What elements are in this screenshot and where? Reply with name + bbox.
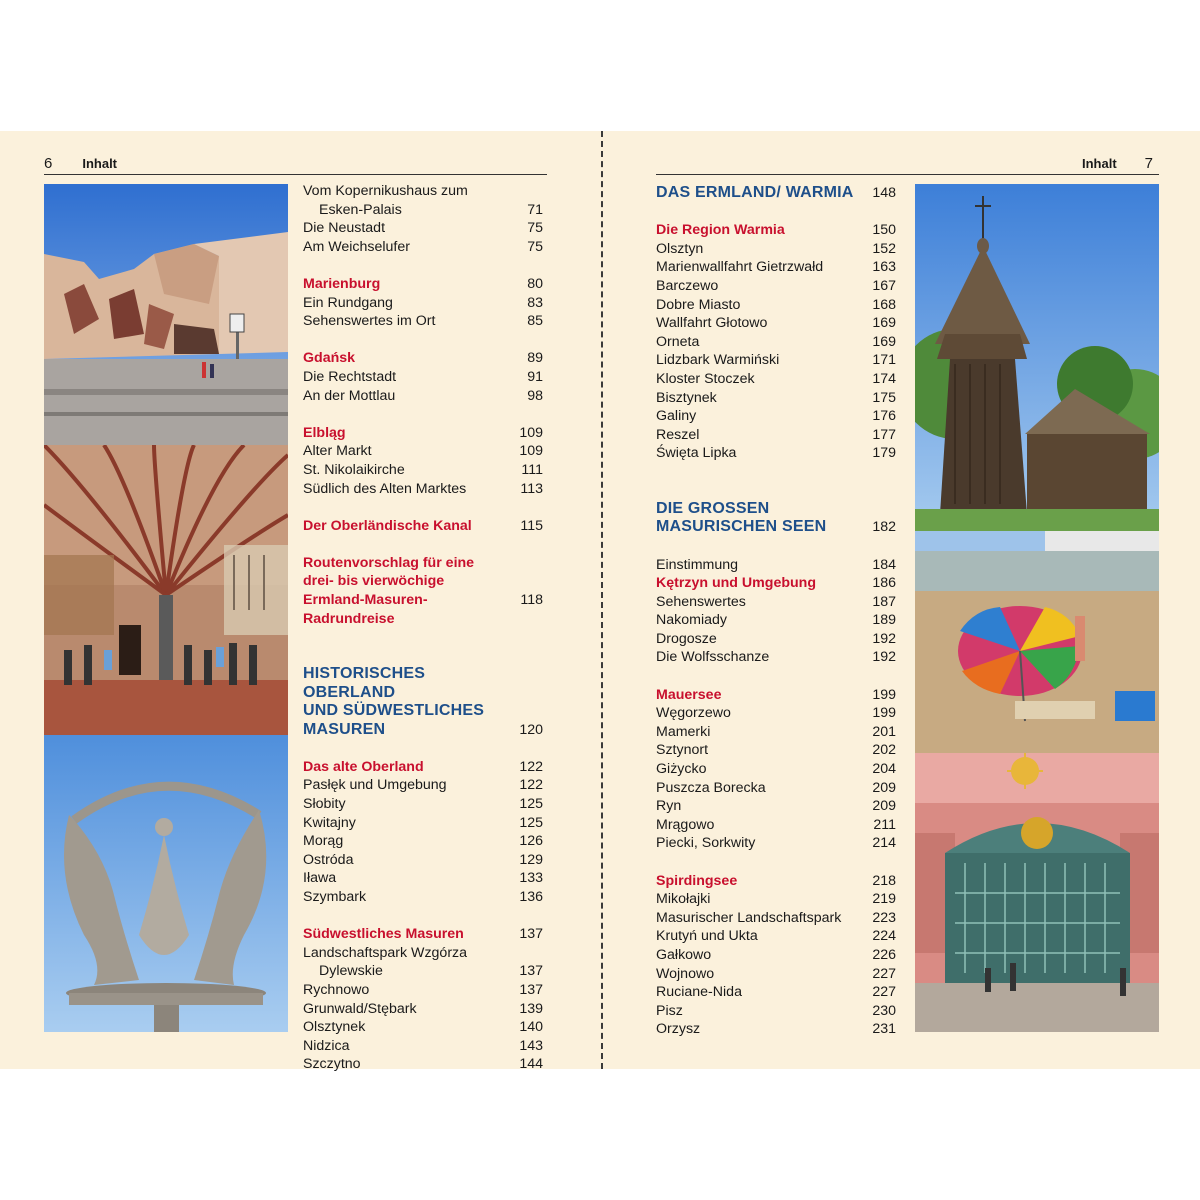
toc-entry[interactable] [656, 946, 896, 965]
toc-page-number: 109 [519, 424, 543, 441]
toc-entry-title: Nakomiady [656, 612, 727, 629]
toc-page-number: 167 [872, 277, 896, 294]
toc-spacer [303, 628, 543, 665]
toc-entry[interactable] [303, 832, 543, 851]
toc-spacer [656, 463, 896, 500]
toc-entry[interactable] [656, 890, 896, 909]
left-header-rule [44, 174, 547, 175]
toc-entry-title: Dobre Miasto [656, 296, 741, 313]
toc-page-number: 118 [520, 592, 543, 609]
toc-page-number: 230 [872, 1002, 896, 1019]
toc-page-number: 122 [519, 777, 543, 794]
toc-page-number: 137 [519, 926, 543, 943]
toc-chapter-entry[interactable] [303, 424, 543, 443]
toc-entry-title: Wallfahrt Głotowo [656, 315, 768, 332]
toc-chapter-entry[interactable] [656, 686, 896, 705]
toc-page-number: 143 [519, 1037, 543, 1054]
toc-entry-title: Die Neustadt [303, 220, 386, 237]
toc-entry-title: Nidzica [303, 1037, 350, 1054]
toc-entry[interactable] [303, 442, 543, 461]
toc-entry-title: Am Weichselufer [303, 238, 410, 255]
photo-lake-beach-umbrella [915, 531, 1159, 753]
toc-entry-title: Olsztynek [303, 1019, 366, 1036]
toc-page-number: 231 [872, 1021, 896, 1038]
toc-entry-title: Szczytno [303, 1056, 361, 1073]
toc-entry[interactable] [656, 741, 896, 760]
toc-entry[interactable] [656, 909, 896, 928]
toc-entry[interactable] [656, 630, 896, 649]
section-title-line: DIE GROSSEN [656, 499, 770, 517]
toc-page-number: 144 [519, 1056, 543, 1073]
toc-chapter-entry[interactable] [303, 591, 543, 628]
toc-entry-title: Sehenswertes [656, 593, 746, 610]
toc-page-number: 179 [872, 445, 896, 462]
toc-entry-title: Südwestliches Masuren [303, 926, 464, 943]
toc-entry[interactable] [303, 795, 543, 814]
toc-entry-title: Spirdingsee [656, 872, 738, 889]
toc-chapter-entry[interactable] [656, 221, 896, 240]
toc-page-number: 168 [872, 296, 896, 313]
toc-entry[interactable] [656, 296, 896, 315]
toc-entry-title: Lidzbark Warmiński [656, 352, 780, 369]
toc-entry[interactable] [303, 1037, 543, 1056]
toc-entry-title: Masurischer Landschaftspark [656, 909, 842, 926]
toc-spacer [656, 667, 896, 686]
right-header-label: Inhalt [1082, 156, 1117, 171]
toc-entry-title: Puszcza Borecka [656, 779, 766, 796]
toc-page-number: 184 [872, 556, 896, 573]
toc-entry-title: Gdańsk [303, 350, 356, 367]
toc-page-number: 139 [519, 1000, 543, 1017]
left-header-label: Inhalt [82, 156, 118, 171]
toc-spacer [303, 405, 543, 424]
toc-entry[interactable] [303, 962, 543, 981]
section-title-line: HISTORISCHES OBERLAND [303, 665, 426, 701]
toc-entry-title: Esken-Palais [319, 201, 402, 218]
toc-page-number: 75 [527, 238, 543, 255]
toc-entry-title: Barczewo [656, 277, 719, 294]
toc-page-number: 204 [872, 761, 896, 778]
toc-page-number: 163 [872, 259, 896, 276]
toc-page-number: 169 [872, 315, 896, 332]
toc-entry-title: Routenvorschlag für eine [303, 554, 475, 571]
toc-page-number: 126 [519, 833, 543, 850]
toc-page-number: 89 [527, 350, 543, 367]
toc-entry[interactable] [303, 814, 543, 833]
toc-page-number: 202 [872, 742, 896, 759]
toc-entry-title: Węgorzewo [656, 705, 731, 722]
toc-entry-title: Bisztynek [656, 389, 717, 406]
toc-entry[interactable] [303, 219, 543, 238]
toc-entry-title: Das alte Oberland [303, 758, 424, 775]
toc-entry[interactable] [656, 370, 896, 389]
toc-chapter-entry[interactable] [656, 574, 896, 593]
toc-page-number: 120 [519, 721, 543, 738]
section-title-line: MASURISCHEN SEEN [656, 518, 827, 536]
toc-page-number: 71 [527, 201, 543, 218]
toc-entry-title: Einstimmung [656, 556, 739, 573]
toc-entry-title: Szymbark [303, 889, 367, 905]
toc-page-number: 122 [519, 758, 543, 775]
toc-entry-title: Olsztyn [656, 240, 704, 257]
toc-entry[interactable] [656, 556, 896, 575]
toc-entry[interactable] [303, 944, 543, 963]
toc-entry-title: Wojnowo [656, 965, 715, 982]
toc-entry-title: Sztynort [656, 742, 709, 759]
left-toc [303, 182, 543, 1074]
toc-entry[interactable] [303, 182, 543, 201]
right-page-number: 7 [1144, 155, 1154, 172]
toc-page-number: 113 [520, 480, 543, 497]
toc-entry-title: Pisz [656, 1002, 683, 1019]
toc-section-heading[interactable] [656, 184, 896, 203]
toc-entry-title: Orzysz [656, 1021, 701, 1038]
toc-entry-title: Mamerki [656, 723, 711, 740]
toc-entry-title: Kloster Stoczek [656, 370, 755, 387]
toc-page-number: 182 [872, 519, 896, 536]
toc-page-number: 115 [520, 517, 543, 534]
left-page-header [44, 155, 117, 172]
toc-entry[interactable] [303, 480, 543, 499]
toc-entry[interactable] [303, 1055, 543, 1074]
toc-entry-title: Elbląg [303, 424, 346, 441]
toc-entry-title: Alter Markt [303, 443, 372, 460]
toc-page-number: 152 [872, 240, 896, 257]
toc-entry-title: Grunwald/Stębark [303, 1000, 417, 1017]
photo-baroque-gate [915, 753, 1159, 1032]
toc-page-number: 227 [872, 984, 896, 1001]
toc-entry[interactable] [656, 593, 896, 612]
toc-chapter-entry[interactable] [656, 872, 896, 891]
toc-entry[interactable] [303, 461, 543, 480]
toc-page-number: 137 [519, 981, 543, 998]
toc-entry[interactable] [303, 312, 543, 331]
toc-entry[interactable] [656, 426, 896, 445]
toc-page-number: 174 [872, 370, 896, 387]
photo-gothic-vault-hall [44, 445, 288, 735]
section-title-line: MASUREN [303, 720, 386, 738]
toc-entry[interactable] [656, 611, 896, 630]
toc-chapter-entry[interactable] [303, 517, 543, 536]
toc-page-number: 218 [872, 872, 896, 889]
toc-entry[interactable] [303, 294, 543, 313]
toc-entry-title: Piecki, Sorkwity [656, 835, 756, 852]
toc-entry-title: Słobity [303, 796, 346, 813]
toc-page-number: 98 [527, 387, 543, 404]
toc-entry[interactable] [656, 834, 896, 853]
toc-entry-title: Pasłęk und Umgebung [303, 777, 447, 794]
toc-entry[interactable] [656, 704, 896, 723]
toc-entry[interactable] [303, 851, 543, 870]
toc-section-heading[interactable] [303, 665, 543, 739]
toc-entry-title: Mrągowo [656, 816, 715, 833]
toc-spacer [303, 907, 543, 926]
photo-modern-building [44, 184, 288, 445]
toc-entry-title: Die Rechtstadt [303, 368, 397, 385]
toc-entry[interactable] [656, 927, 896, 946]
toc-entry[interactable] [303, 869, 543, 888]
section-title-line: DAS ERMLAND/ WARMIA [656, 184, 854, 202]
photo-wooden-bell-tower [915, 184, 1159, 531]
toc-page-number: 224 [872, 928, 896, 945]
toc-entry-title: Kwitajny [303, 814, 356, 831]
toc-chapter-entry[interactable] [303, 572, 543, 591]
toc-page-number: 192 [872, 630, 896, 647]
toc-entry-title: drei- bis vierwöchige [303, 573, 445, 590]
toc-spacer [303, 498, 543, 517]
toc-page-number: 85 [527, 313, 543, 330]
toc-page-number: 111 [521, 461, 543, 478]
toc-page-number: 137 [519, 963, 543, 980]
toc-entry-title: Mikołajki [656, 891, 711, 908]
toc-entry[interactable] [656, 723, 896, 742]
toc-page-number: 219 [872, 891, 896, 908]
toc-page-number: 150 [872, 222, 896, 239]
toc-entry-title: Ryn [656, 798, 682, 815]
toc-entry-title: Dylewskie [319, 963, 383, 980]
toc-entry-title: Marienburg [303, 275, 381, 292]
section-title-line: UND SÜDWESTLICHES [303, 702, 485, 720]
toc-entry[interactable] [303, 888, 543, 907]
toc-entry-title: Ein Rundgang [303, 294, 393, 311]
toc-page-number: 125 [519, 796, 543, 813]
toc-page-number: 177 [872, 426, 896, 443]
toc-chapter-entry[interactable] [303, 554, 543, 573]
toc-page-number: 199 [872, 705, 896, 722]
toc-page-number: 189 [872, 612, 896, 629]
toc-entry-title: Mauersee [656, 686, 722, 703]
toc-entry-title: St. Nikolaikirche [303, 461, 405, 478]
toc-entry[interactable] [656, 444, 896, 463]
toc-entry[interactable] [656, 333, 896, 352]
toc-spacer [303, 739, 543, 758]
toc-entry[interactable] [303, 776, 543, 795]
toc-page-number: 211 [873, 816, 896, 833]
toc-entry-title: Landschaftspark Wzgórza [303, 944, 468, 961]
toc-spacer [656, 203, 896, 222]
toc-page-number: 109 [519, 443, 543, 460]
toc-entry-title: Rychnowo [303, 981, 370, 998]
toc-page-number: 192 [872, 649, 896, 666]
toc-entry[interactable] [656, 240, 896, 259]
toc-entry-title: Vom Kopernikushaus zum [303, 183, 468, 199]
toc-entry-title: Ermland-Masuren-Radrundreise [303, 592, 428, 627]
toc-entry-title: Orneta [656, 333, 700, 350]
toc-entry-title: Die Region Warmia [656, 222, 785, 239]
toc-spacer [303, 535, 543, 554]
toc-chapter-entry[interactable] [303, 758, 543, 777]
toc-page-number: 136 [519, 889, 543, 905]
toc-page-number: 176 [872, 408, 896, 425]
toc-entry[interactable] [656, 1002, 896, 1021]
toc-entry-title: Der Oberländische Kanal [303, 517, 472, 534]
toc-page-number: 209 [872, 798, 896, 815]
toc-page-number: 169 [872, 333, 896, 350]
toc-page-number: 80 [527, 275, 543, 292]
toc-page-number: 133 [519, 870, 543, 887]
toc-entry[interactable] [303, 1018, 543, 1037]
toc-entry[interactable] [656, 779, 896, 798]
toc-entry[interactable] [656, 314, 896, 333]
toc-page-number: 125 [519, 814, 543, 831]
toc-entry[interactable] [303, 387, 543, 406]
toc-entry-title: Die Wolfsschanze [656, 649, 770, 666]
toc-page-number: 175 [872, 389, 896, 406]
toc-spacer [303, 331, 543, 350]
toc-chapter-entry[interactable] [303, 275, 543, 294]
toc-page-number: 201 [872, 723, 896, 740]
toc-entry[interactable] [656, 389, 896, 408]
page-gutter [601, 131, 603, 1069]
toc-entry[interactable] [656, 965, 896, 984]
toc-page-number: 171 [872, 352, 896, 369]
right-header-rule [656, 174, 1159, 175]
toc-spacer [303, 256, 543, 275]
toc-spacer [656, 537, 896, 556]
toc-section-heading[interactable] [656, 500, 896, 537]
toc-entry-title: Ostróda [303, 851, 354, 868]
toc-entry-title: Galiny [656, 408, 697, 425]
toc-entry[interactable] [303, 201, 543, 220]
toc-entry[interactable] [656, 258, 896, 277]
toc-page-number: 75 [527, 220, 543, 237]
toc-entry[interactable] [656, 648, 896, 667]
toc-page-number: 187 [872, 593, 896, 610]
toc-entry-title: Sehenswertes im Ort [303, 313, 436, 330]
toc-entry-title: Ruciane-Nida [656, 984, 742, 1001]
toc-page-number: 140 [519, 1019, 543, 1036]
toc-entry-title: Iława [303, 870, 337, 887]
toc-entry-title: Drogosze [656, 630, 717, 647]
toc-page-number: 186 [872, 575, 896, 592]
toc-page-number: 129 [519, 851, 543, 868]
toc-entry-title: Morąg [303, 833, 344, 850]
left-page-number: 6 [44, 155, 53, 172]
toc-page-number: 226 [872, 946, 896, 963]
toc-entry-title: Giżycko [656, 761, 707, 778]
right-page-header [1082, 155, 1153, 172]
toc-page-number: 223 [872, 909, 896, 926]
toc-entry[interactable] [303, 981, 543, 1000]
toc-chapter-entry[interactable] [303, 925, 543, 944]
toc-entry[interactable] [656, 277, 896, 296]
toc-entry-title: Święta Lipka [656, 445, 737, 462]
toc-chapter-entry[interactable] [303, 349, 543, 368]
toc-entry-title: An der Mottlau [303, 387, 396, 404]
toc-page-number: 148 [872, 185, 896, 201]
toc-entry[interactable] [303, 1000, 543, 1019]
toc-page-number: 227 [872, 965, 896, 982]
toc-entry-title: Gałkowo [656, 946, 712, 963]
toc-entry[interactable] [656, 760, 896, 779]
toc-entry[interactable] [656, 1020, 896, 1039]
toc-entry-title: Marienwallfahrt Gietrzwałd [656, 259, 824, 276]
toc-entry[interactable] [303, 368, 543, 387]
toc-entry[interactable] [656, 797, 896, 816]
toc-entry[interactable] [656, 983, 896, 1002]
book-spread [0, 131, 1200, 1073]
right-toc [656, 184, 896, 1039]
toc-entry[interactable] [656, 351, 896, 370]
photo-fountain-sculpture [44, 735, 288, 1032]
toc-page-number: 199 [872, 686, 896, 703]
toc-spacer [656, 853, 896, 872]
toc-entry[interactable] [656, 816, 896, 835]
toc-page-number: 91 [527, 368, 543, 385]
toc-entry-title: Reszel [656, 426, 700, 443]
toc-page-number: 83 [527, 294, 543, 311]
toc-entry[interactable] [656, 407, 896, 426]
toc-entry-title: Krutyń und Ukta [656, 928, 758, 945]
toc-entry[interactable] [303, 238, 543, 257]
toc-page-number: 214 [872, 835, 896, 852]
toc-entry-title: Südlich des Alten Marktes [303, 480, 467, 497]
toc-page-number: 209 [872, 779, 896, 796]
toc-entry-title: Kętrzyn und Umgebung [656, 575, 816, 592]
